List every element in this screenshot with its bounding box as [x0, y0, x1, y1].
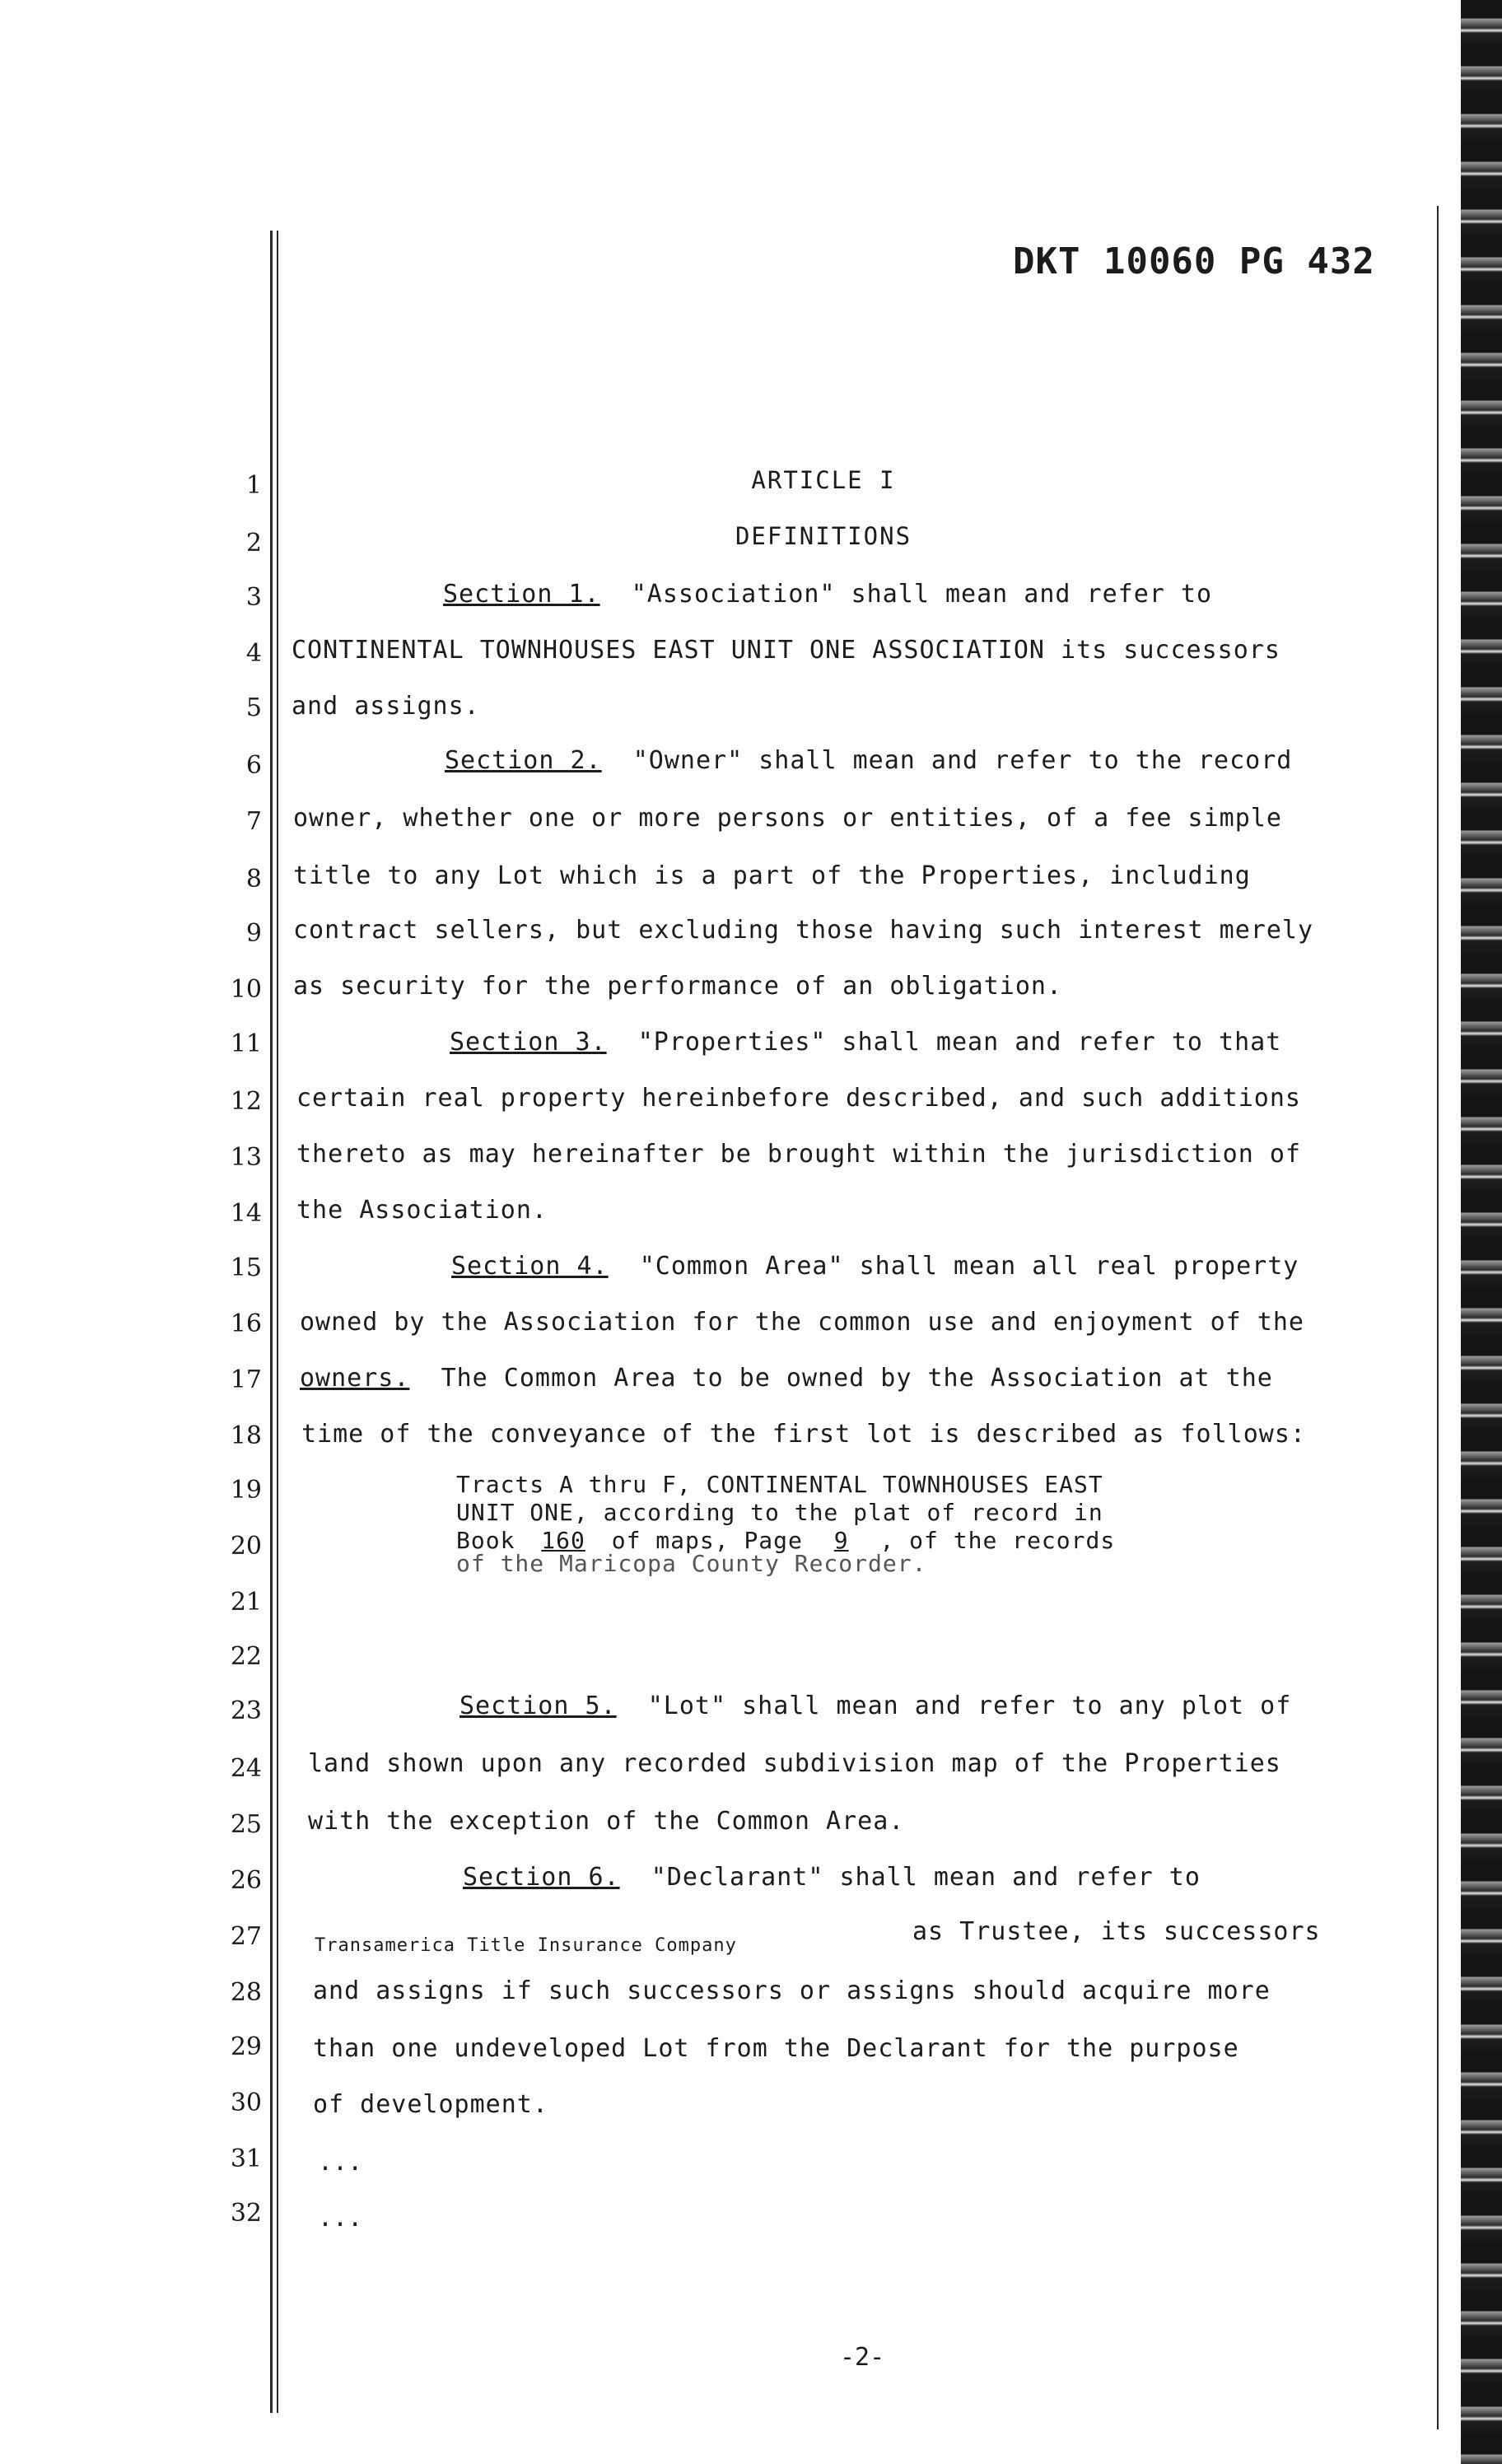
text-line: "Owner" shall mean and refer to the record	[632, 746, 1293, 775]
section-label: Section 3.	[450, 1028, 607, 1057]
text-line: land shown upon any recorded subdivision map of the Properties	[308, 1749, 1281, 1778]
line-number: 29	[230, 2032, 262, 2061]
trustee-name: Transamerica Title Insurance Company	[315, 1935, 737, 1956]
text-line: certain real property hereinbefore described, and such additions	[296, 1084, 1301, 1113]
section-label: Section 2.	[445, 746, 602, 775]
quote-text: of maps, Page	[611, 1527, 803, 1554]
line-number: 28	[230, 1978, 262, 2007]
section-1	[443, 580, 1212, 609]
line-number: 3	[245, 583, 262, 612]
document-number: DKT 10060 PG 432	[1013, 240, 1375, 282]
legal-description-line: of the Maricopa County Recorder.	[456, 1550, 927, 1577]
line-number: 12	[230, 1087, 262, 1116]
page-number-field: 9	[833, 1527, 849, 1554]
section-5	[459, 1692, 1291, 1720]
legal-description-line: UNIT ONE, according to the plat of record in	[456, 1499, 1103, 1526]
section-3	[450, 1028, 1281, 1057]
line-number: 8	[245, 865, 262, 894]
article-subheading: DEFINITIONS	[735, 522, 912, 550]
book-number: 160	[541, 1527, 585, 1554]
line-number: 20	[230, 1532, 262, 1561]
section-6	[463, 1863, 1201, 1892]
right-margin-rule	[1437, 206, 1439, 2429]
line-number: 19	[230, 1476, 262, 1505]
line-number: 27	[230, 1922, 262, 1951]
text-line: owner, whether one or more persons or entities, of a fee simple	[293, 804, 1282, 833]
text-line: contract sellers, but excluding those having such interest merely	[293, 916, 1313, 945]
text-line: and assigns if such successors or assigns should acquire more	[313, 1976, 1271, 2005]
text-line: The Common Area to be owned by the Association at the	[441, 1364, 1273, 1393]
line-number: 5	[245, 693, 262, 722]
text-line: title to any Lot which is a part of the Properties, including	[293, 861, 1251, 890]
line-number: 21	[230, 1588, 262, 1617]
section-2	[445, 746, 1292, 775]
line-number: 22	[230, 1642, 262, 1671]
text-line: the Association.	[296, 1196, 548, 1225]
text-line: than one undeveloped Lot from the Declarant for the purpose	[313, 2034, 1239, 2063]
text-line: CONTINENTAL TOWNHOUSES EAST UNIT ONE ASSOCIATION its successors	[292, 636, 1280, 665]
line-number: 15	[230, 1253, 262, 1282]
quote-text: , of the records	[879, 1527, 1116, 1554]
text-line: time of the conveyance of the first lot is described as follows:	[301, 1420, 1306, 1449]
line-number: 10	[230, 975, 262, 1004]
line-number: 9	[245, 919, 262, 948]
line-number: 2	[245, 529, 262, 558]
line-number: 13	[230, 1143, 262, 1172]
line-number: 16	[230, 1309, 262, 1338]
text-line: thereto as may hereinafter be brought within the jurisdiction of	[296, 1140, 1301, 1169]
line-number: 25	[230, 1810, 262, 1839]
line-number: 14	[230, 1199, 262, 1228]
line-number: 17	[230, 1365, 262, 1394]
line-number: 30	[230, 2088, 262, 2117]
section-label: Section 4.	[451, 1252, 609, 1281]
ellipsis-line: ...	[318, 2204, 363, 2233]
section-label: Section 1.	[443, 580, 600, 609]
owners-word: owners.	[300, 1364, 410, 1393]
section-label: Section 5.	[459, 1692, 617, 1720]
text-line: with the exception of the Common Area.	[308, 1807, 905, 1836]
text-line-17	[300, 1364, 1273, 1393]
line-number: 32	[230, 2199, 262, 2228]
quote-text: Book	[456, 1527, 515, 1554]
line-number: 4	[245, 639, 262, 668]
line-number: 18	[230, 1421, 262, 1450]
ellipsis-line: ...	[318, 2148, 363, 2177]
margin-rule-right	[277, 231, 278, 2413]
line-number: 23	[230, 1696, 262, 1725]
text-line: "Lot" shall mean and refer to any plot of	[647, 1692, 1292, 1720]
text-line: "Common Area" shall mean all real property	[639, 1252, 1299, 1281]
line-number: 31	[230, 2144, 262, 2173]
text-line: "Association" shall mean and refer to	[631, 580, 1213, 609]
page-number: -2-	[840, 2343, 885, 2372]
line-number: 1	[245, 471, 262, 500]
text-line: and assigns.	[292, 692, 480, 721]
line-number: 6	[245, 751, 262, 780]
line-number: 11	[230, 1029, 262, 1058]
article-heading: ARTICLE I	[751, 466, 896, 494]
line-number: 24	[230, 1754, 262, 1783]
text-line: of development.	[313, 2090, 548, 2119]
line-number: 7	[245, 807, 262, 836]
scanned-edge	[1461, 0, 1502, 2464]
text-line: "Declarant" shall mean and refer to	[651, 1863, 1201, 1892]
text-line: owned by the Association for the common use and enjoyment of the	[300, 1308, 1304, 1337]
section-4	[451, 1252, 1299, 1281]
text-line: as security for the performance of an obligation.	[293, 972, 1063, 1001]
text-line: as Trustee, its successors	[912, 1917, 1321, 1946]
legal-description-line: Tracts A thru F, CONTINENTAL TOWNHOUSES EAST	[456, 1471, 1103, 1498]
margin-rule-left	[270, 231, 273, 2413]
line-number: 26	[230, 1866, 262, 1895]
section-label: Section 6.	[463, 1863, 620, 1892]
text-line: "Properties" shall mean and refer to that	[637, 1028, 1282, 1057]
